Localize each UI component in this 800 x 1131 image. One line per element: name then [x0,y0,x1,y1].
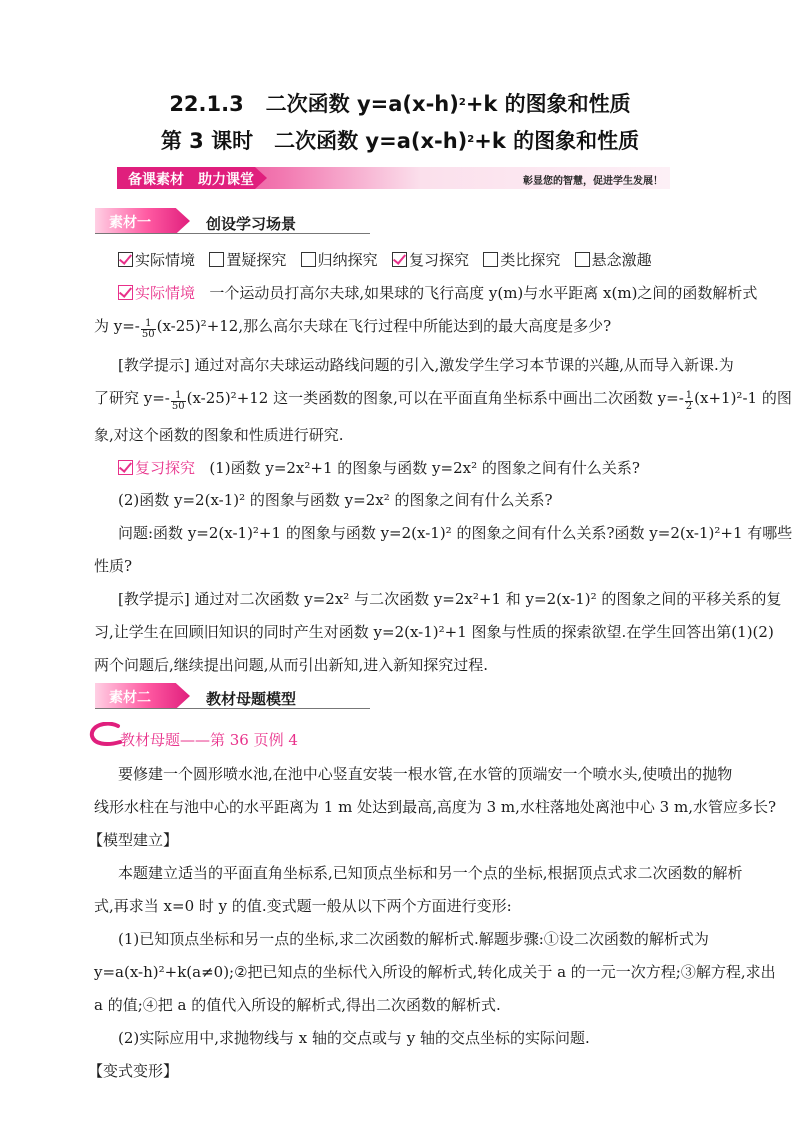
model-heading: 【模型建立】 [88,831,179,849]
question-line-1: 问题:函数 y=2(x-1)²+1 的图象与函数 y=2(x-1)² 的图象之间有什么关系?函数 y=2(x-1)²+1 有哪些 [118,524,793,542]
section1-title: 创设学习场景 [206,215,297,233]
model-line-2: 式,再求当 x=0 时 y 的值.变式题一般从以下两个方面进行变形: [94,897,512,915]
option-analogy-explore: 类比探究 [483,251,560,269]
checkbox-checked-icon [118,460,133,475]
hint2-line-3: 两个问题后,继续提出问题,从而引出新知,进入新知探究过程. [94,656,489,674]
case2-line: (2)实际应用中,求抛物线与 x 轴的交点或与 y 轴的交点坐标的实际问题. [118,1029,590,1047]
lesson-title-sup: 2 [458,97,466,108]
hint1-line-2: 了研究 y=- $\frac{1}{50}$ (x-25)²+12 这一类函数的图象,可以在平面直角坐标系中画出二次函数 y=- $\frac{1}{2}$ (x+1)²-1 的图 [94,389,792,412]
banner-left-label: 备课素材 助力课堂 [128,172,254,188]
hint1-line-1: [教学提示] 通过对高尔夫球运动路线问题的引入,激发学生学习本节课的兴趣,从而导入新课.为 [118,356,734,374]
scenario-line-1: 实际情境 一个运动员打高尔夫球,如果球的飞行高度 y(m)与水平距离 x(m)之间的函数解析式 [118,283,757,303]
source-line: 教材母题——第 36 页例 4 [120,731,298,749]
lesson-title [0,88,800,118]
option-review-explore: 复习探究 [392,251,469,269]
option-suspense: 悬念激趣 [575,251,652,269]
question-line-2: 性质? [94,557,133,575]
lesson-title-text: 二次函数 y=a(x-h) [265,92,459,116]
period-title-tail: +k 的图象和性质 [474,129,640,153]
period-title-text: 第 3 课时 二次函数 y=a(x-h) [160,129,468,153]
fraction-1-50: $\frac{1}{50}$ [171,390,185,412]
scenario-tag: 实际情境 [118,284,195,302]
case1-line-1: (1)已知顶点坐标和另一点的坐标,求二次函数的解析式.解题步骤:①设二次函数的解析式为 [118,930,709,948]
checkbox-empty-icon [209,252,224,267]
case1-line-3: a 的值;④把 a 的值代入所设的解析式,得出二次函数的解析式. [94,996,501,1014]
lesson-title-tail: +k 的图象和性质 [465,92,631,116]
scene-options [118,250,652,270]
option-real-scenario: 实际情境 [118,251,195,269]
lesson-number: 22.1.3 [169,92,244,116]
hint2-line-1: [教学提示] 通过对二次函数 y=2x² 与二次函数 y=2x²+1 和 y=2(x-1)² 的图象之间的平移关系的复 [118,590,782,608]
review-tag: 复习探究 [118,459,195,477]
variant-heading: 【变式变形】 [88,1062,179,1080]
fraction-1-2: $\frac{1}{2}$ [685,390,693,412]
section1-underline [95,233,370,234]
section2-tab-label: 素材二 [109,690,151,706]
case1-line-2: y=a(x-h)²+k(a≠0);②把已知点的坐标代入所设的解析式,转化成关于 a 的一元一次方程;③解方程,求出 [94,963,776,981]
checkbox-empty-icon [301,252,316,267]
checkbox-checked-icon [392,252,407,267]
checkbox-checked-icon [118,252,133,267]
section1-tab-label: 素材一 [109,215,151,231]
problem-line-2: 线形水柱在与池中心的水平距离为 1 m 处达到最高,高度为 3 m,水柱落地处离池中心 3 m,水管应多长? [94,798,777,816]
swoosh-icon [88,722,124,748]
period-title [0,125,800,155]
review-q2: (2)函数 y=2(x-1)² 的图象与函数 y=2x² 的图象之间有什么关系? [118,491,553,509]
section2-underline [95,708,370,709]
review-q1: 复习探究 (1)函数 y=2x²+1 的图象与函数 y=2x² 的图象之间有什么关系? [118,458,640,478]
model-line-1: 本题建立适当的平面直角坐标系,已知顶点坐标和另一个点的坐标,根据顶点式求二次函数的解析 [118,864,743,882]
section2-title: 教材母题模型 [206,690,297,708]
scenario-line-2: 为 y=- $\frac{1}{50}$ (x-25)²+12,那么高尔夫球在飞行过程中所能达到的最大高度是多少? [94,317,612,340]
checkbox-empty-icon [575,252,590,267]
option-question-explore: 置疑探究 [209,251,286,269]
problem-line-1: 要修建一个圆形喷水池,在池中心竖直安装一根水管,在水管的顶端安一个喷水头,使喷出的抛物 [118,765,733,783]
option-induce-explore: 归纳探究 [301,251,378,269]
hint1-line-3: 象,对这个函数的图象和性质进行研究. [94,426,344,444]
hint2-line-2: 习,让学生在回顾旧知识的同时产生对函数 y=2(x-1)²+1 图象与性质的探索欲望.在学生回答出第(1)(2) [94,623,774,641]
period-title-sup: 2 [467,134,475,145]
fraction-1-50: $\frac{1}{50}$ [141,318,155,340]
checkbox-empty-icon [483,252,498,267]
banner-right-label: 彰显您的智慧，促进学生发展！ [523,176,663,187]
checkbox-checked-icon [118,285,133,300]
